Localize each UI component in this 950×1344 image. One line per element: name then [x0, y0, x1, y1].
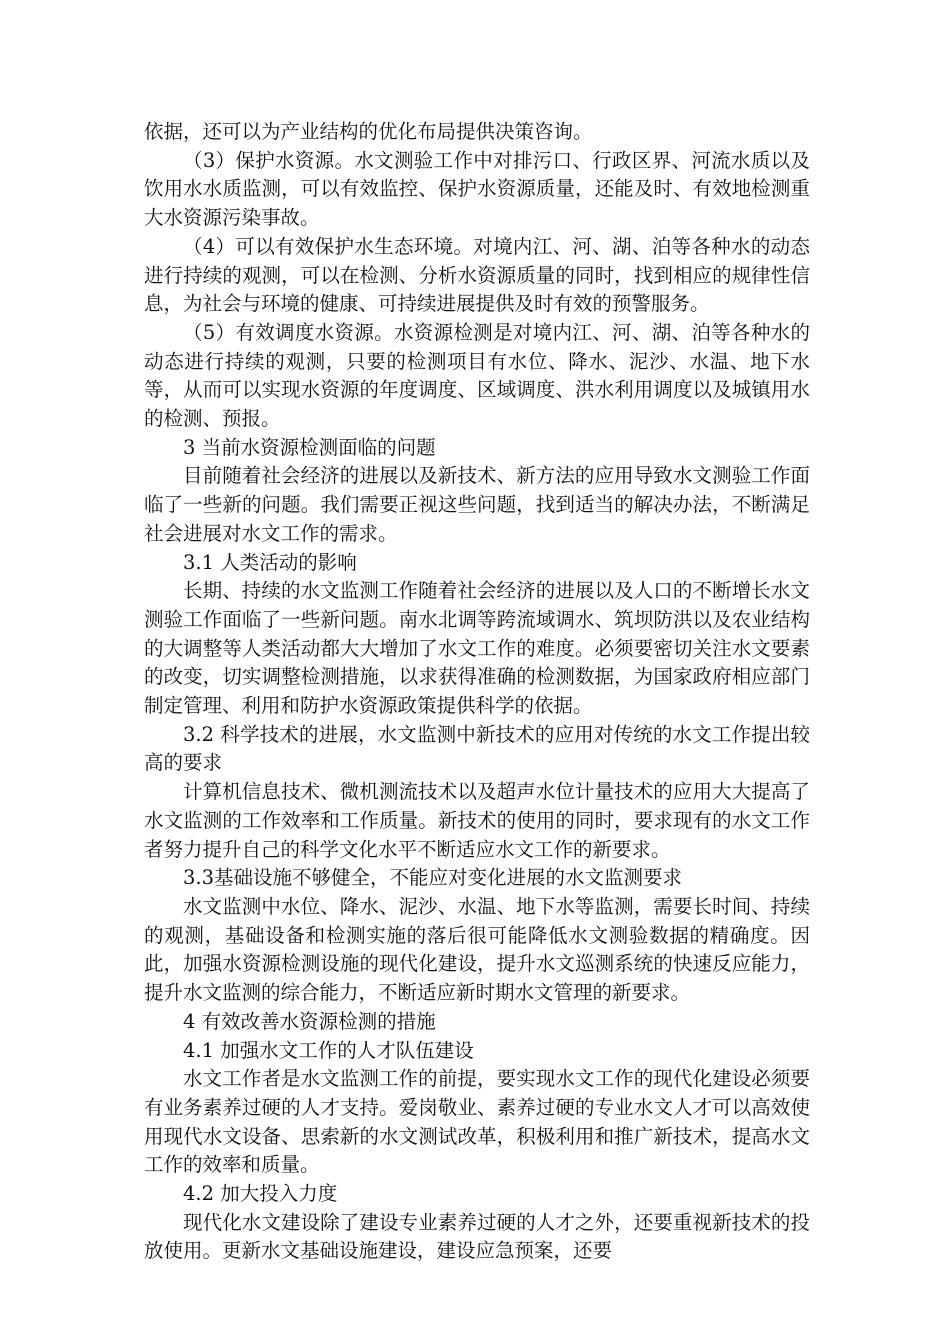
subsection-heading-4-2: 4.2 加大投入力度 [183, 1182, 338, 1206]
section-heading-4: 4 有效改善水资源检测的措施 [183, 1009, 436, 1033]
subsection-heading-3-1: 3.1 人类活动的影响 [183, 550, 357, 574]
paragraph-protect-water-resources: （3）保护水资源。水文测验工作中对排污口、行政区界、河流水质以及饮用水水质监测，可以有效监控、保护水资源质量，还能及时、有效地检测重大水资源污染事故。 [144, 148, 810, 230]
paragraph-continuation: 依据，还可以为产业结构的优化布局提供决策咨询。 [144, 120, 593, 143]
paragraph-infrastructure: 水文监测中水位、降水、泥沙、水温、地下水等监测，需要长时间、持续的观测，基础设备和检测实施的落后很可能降低水文测验数据的精确度。因此，加强水资源检测设施的现代化建设，提升水文巡测系统的快速反应能力，提升水文监测的综合能力，不断适应新时期水文管理的新要求。 [144, 894, 810, 1005]
paragraph-section-3-intro: 目前随着社会经济的进展以及新技术、新方法的应用导致水文测验工作面临了一些新的问题。我们需要正视这些问题，找到适当的解决办法，不断满足社会进展对水文工作的需求。 [144, 464, 810, 545]
subsection-heading-4-1: 4.1 加强水文工作的人才队伍建设 [183, 1038, 474, 1062]
paragraph-investment: 现代化水文建设除了建设专业素养过硬的人才之外，还要重视新技术的投放使用。更新水文基础设施建设，建设应急预案，还要 [144, 1210, 810, 1263]
subsection-heading-3-3: 3.3基础设施不够健全，不能应对变化进展的水文监测要求 [183, 866, 683, 890]
document-body [144, 118, 810, 1266]
paragraph-dispatch-water-resources: （5）有效调度水资源。水资源检测是对境内江、河、湖、泊等各种水的动态进行持续的观测，只要的检测项目有水位、降水、泥沙、水温、地下水等，从而可以实现水资源的年度调度、区域调度、洪水利用调度以及城镇用水的检测、预报。 [144, 320, 810, 431]
paragraph-protect-water-ecology: （4）可以有效保护水生态环境。对境内江、河、湖、泊等各种水的动态进行持续的观测，可以在检测、分析水资源质量的同时，找到相应的规律性信息，为社会与环境的健康、可持续进展提供及时有效的预警服务。 [144, 234, 810, 316]
paragraph-human-activity: 长期、持续的水文监测工作随着社会经济的进展以及人口的不断增长水文测验工作面临了一些新问题。南水北调等跨流域调水、筑坝防洪以及农业结构的大调整等人类活动都大大增加了水文工作的难度。必须要密切关注水文要素的改变，切实调整检测措施，以求获得准确的检测数据，为国家政府相应部门制定管理、利用和防护水资源政策提供科学的依据。 [144, 579, 810, 718]
paragraph-new-technology: 计算机信息技术、微机测流技术以及超声水位计量技术的应用大大提高了水文监测的工作效率和工作质量。新技术的使用的同时，要求现有的水文工作者努力提升自己的科学文化水平不断适应水文工作的新要求。 [144, 780, 810, 861]
section-heading-3: 3 当前水资源检测面临的问题 [183, 435, 436, 459]
subsection-heading-3-2: 3.2 科学技术的进展，水文监测中新技术的应用对传统的水文工作提出较高的要求 [144, 722, 810, 775]
paragraph-talent-team: 水文工作者是水文监测工作的前提，要实现水文工作的现代化建设必须要有业务素养过硬的人才支持。爱岗敬业、素养过硬的专业水文人才可以高效使用现代水文设备、思索新的水文测试改革，积极利用和推广新技术，提高水文工作的效率和质量。 [144, 1067, 810, 1177]
